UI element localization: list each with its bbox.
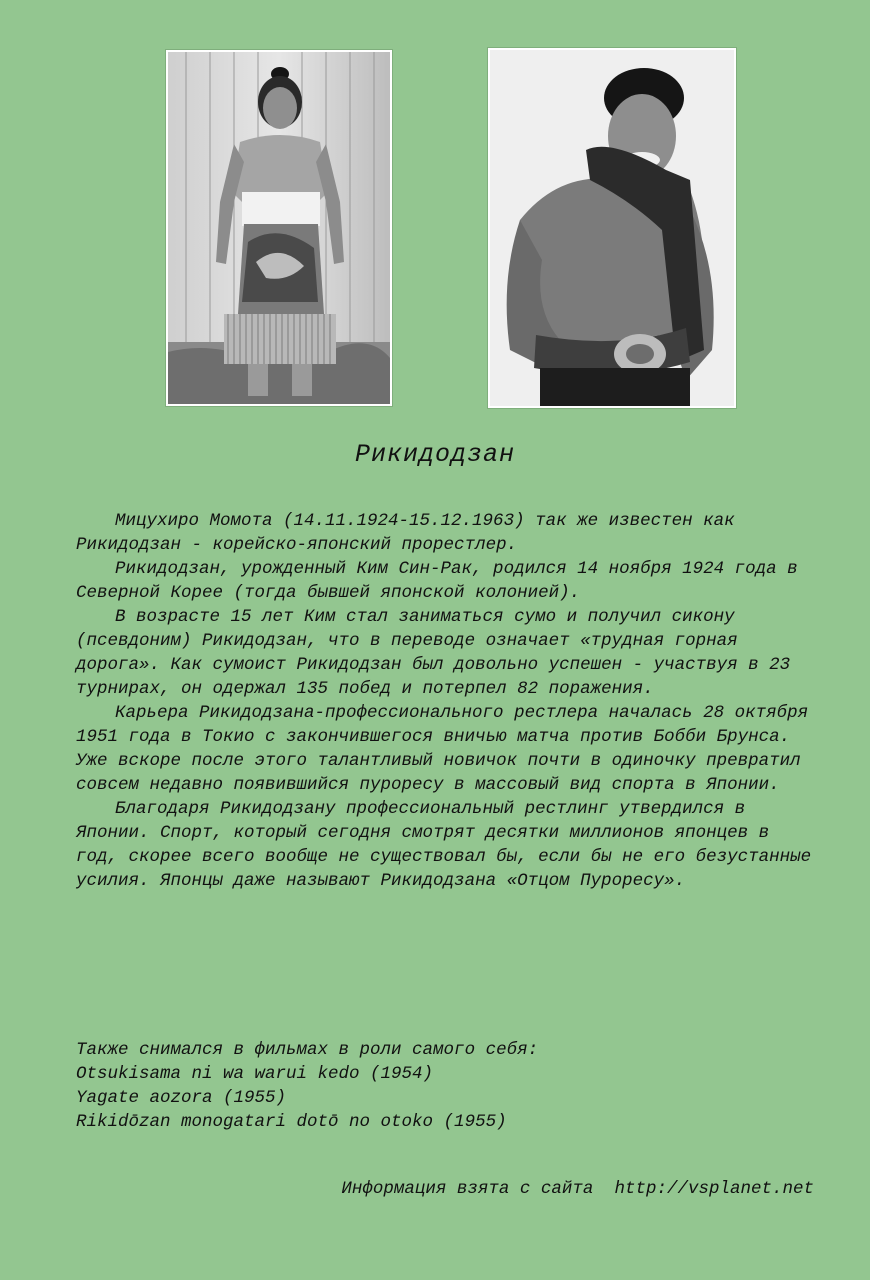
page-title: Рикидодзан bbox=[354, 440, 516, 469]
filmography bbox=[76, 1038, 816, 1134]
wrestler-photo bbox=[488, 48, 736, 408]
sumo-wrestler-image bbox=[168, 52, 390, 404]
paragraph: Карьера Рикидодзана-профессионального рестлера началась 28 октября 1951 года в Токио с закончившегося вничью матча против Бобби Брунса. Уже вскоре после этого талантливый новичок почти в одиночку превратил совсем недавно появившийся пуроресу в массовый вид спорта в Японии. bbox=[76, 703, 809, 795]
film-item: Otsukisama ni wa warui kedo (1954) bbox=[76, 1064, 434, 1084]
wrestler-portrait-image bbox=[490, 50, 734, 406]
film-item: Yagate aozora (1955) bbox=[76, 1088, 287, 1108]
source-label: Информация взята с сайта bbox=[341, 1179, 594, 1199]
biography-text bbox=[76, 509, 816, 893]
sumo-photo bbox=[166, 50, 392, 406]
paragraph: Рикидодзан, урожденный Ким Син-Рак, родился 14 ноября 1924 года в Северной Корее (тогда бывшей японской колонией). bbox=[76, 559, 798, 603]
source-url: http://vsplanet.net bbox=[614, 1179, 814, 1199]
source-credit bbox=[341, 1179, 814, 1199]
paragraph: В возрасте 15 лет Ким стал заниматься сумо и получил сикону (псевдоним) Рикидодзан, что в переводе означает «трудная горная дорога». Как сумоист Рикидодзан был довольно успешен - участвуя в 23 турнирах, он одержал 135 побед и потерпел 82 поражения. bbox=[76, 607, 791, 699]
filmography-heading: Также снимался в фильмах в роли самого себя: bbox=[76, 1040, 539, 1060]
paragraph: Мицухиро Момота (14.11.1924-15.12.1963) так же известен как Рикидодзан - корейско-японский прорестлер. bbox=[76, 511, 735, 555]
paragraph: Благодаря Рикидодзану профессиональный рестлинг утвердился в Японии. Спорт, который сегодня смотрят десятки миллионов японцев в год, скорее всего вообще не существовал бы, если бы не его безустанные усилия. Японцы даже называют Рикидодзана «Отцом Пуроресу». bbox=[76, 799, 812, 891]
film-item: Rikidōzan monogatari dotō no otoko (1955) bbox=[76, 1112, 507, 1132]
